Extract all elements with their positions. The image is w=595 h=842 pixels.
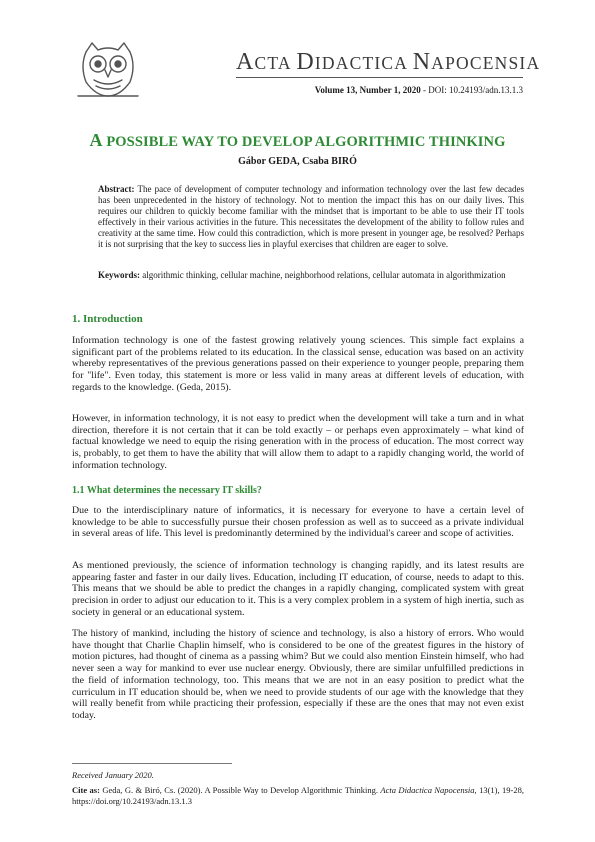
section-heading-introduction: 1. Introduction [72,313,143,325]
paragraph: Information technology is one of the fastest growing relatively young sciences. This simple fact explains a significant part of the problems related to its education. In the classical sense, education was based on an activity whereby representatives of the previous generations passed on their experience to younger people, preparing them for "life". Even today, this statement is more or less valid in many areas at different levels of education, with regards to the knowledge. (Geda, 2015). [72,335,524,393]
volume-line [315,85,523,95]
paper-authors: Gábor GEDA, Csaba BIRÓ [238,156,357,167]
paragraph: The history of mankind, including the history of science and technology, is also a history of errors. Who would have thought that Charlie Chaplin himself, who is considered to be one of the greatest figures in the history of motion pictures, had thought of cinema as a passing whim? But we could also mention Einstein himself, who had never seen a way for mankind to ever use nuclear energy. Obviously, there are similar unfulfilled predictions in the field of information technology, too. This means that we are not in an easy position to predict what the curriculum in IT education should be, when we need to provide students of our age with the knowledge that they will really benefit from while practicing their profession, especially if these are the ones that may not even exist today. [72,628,524,721]
journal-title-text [0,0,1,1]
journal-title: ACTA DIDACTICA NAPOCENSIA [236,49,541,75]
cite-doi-link[interactable]: 13(1), 19-28, https://doi.org/10.24193/adn.13.1.3 [72,785,524,806]
abstract-label: Abstract: [98,184,135,194]
paragraph: Due to the interdisciplinary nature of informatics, it is necessary for everyone to have a certain level of knowledge to be able to successfully pursue their chosen profession as well as to succeed as a private individual in several areas of life. This level is predominantly determined by the individual's career and scope of activities. [72,505,524,540]
paragraph: However, in information technology, it is not easy to predict when the development will take a turn and in what direction, therefore it is not certain that it can be told exactly – or perhaps even approximately – what kind of factual knowledge we need to equip the rising generation with in the process of education. The most correct way is, probably, to get them to have the ability that will allow them to adapt to a rapidly changing world, the world of information technology. [72,413,524,471]
keywords [98,270,524,281]
volume-number: Volume 13, Number 1, 2020 [314,85,421,95]
subsection-heading-it-skills: 1.1 What determines the necessary IT skills? [72,485,262,496]
cite-authors: Geda, G. & Biró, Cs. (2020). A Possible Way to Develop Algorithmic Thinking. [99,785,381,795]
keywords-text: algorithmic thinking, cellular machine, neighborhood relations, cellular automata in algorithmization [140,270,506,280]
cite-journal: Acta Didactica Napocensia, [380,785,477,795]
paper-title: A POSSIBLE WAY TO DEVELOP ALGORITHMIC THINKING [89,130,506,150]
abstract [98,184,524,250]
header-rule [236,77,523,78]
keywords-label: Keywords: [98,270,140,280]
abstract-text: The pace of development of computer technology and information technology over the last few decades has been unprecedented in the history of technology. Not to mention the impact this has on our daily lives. This requires our children to quickly become familiar with the mindset that is important to be able to use their IT tools effectively in their various activities in the future. This necessitates the development of the ability to follow rules and creativity at the same time. How could this contradiction, which is more present in younger age, be resolved? Perhaps it is not surprising that the key to success lies in playful exercises that children are eager to solve. [98,184,524,249]
doi-text: - DOI: 10.24193/adn.13.1.3 [420,85,523,95]
received-date: Received January 2020. [72,770,154,780]
owl-logo-icon [74,38,142,100]
paragraph: As mentioned previously, the science of information technology is changing rapidly, and its latest results are appearing faster and faster in our daily lives. Education, including IT education, of course, needs to adapt to this. This means that we should be able to predict the changes in a rapidly changing, complicated system with great precision in order to adjust our education to it. This is a very complex problem in a system of high inertia, such as society in general or an educational system. [72,560,524,618]
citation [72,785,524,806]
footer-rule [72,763,232,764]
cite-label: Cite as: [72,785,100,795]
